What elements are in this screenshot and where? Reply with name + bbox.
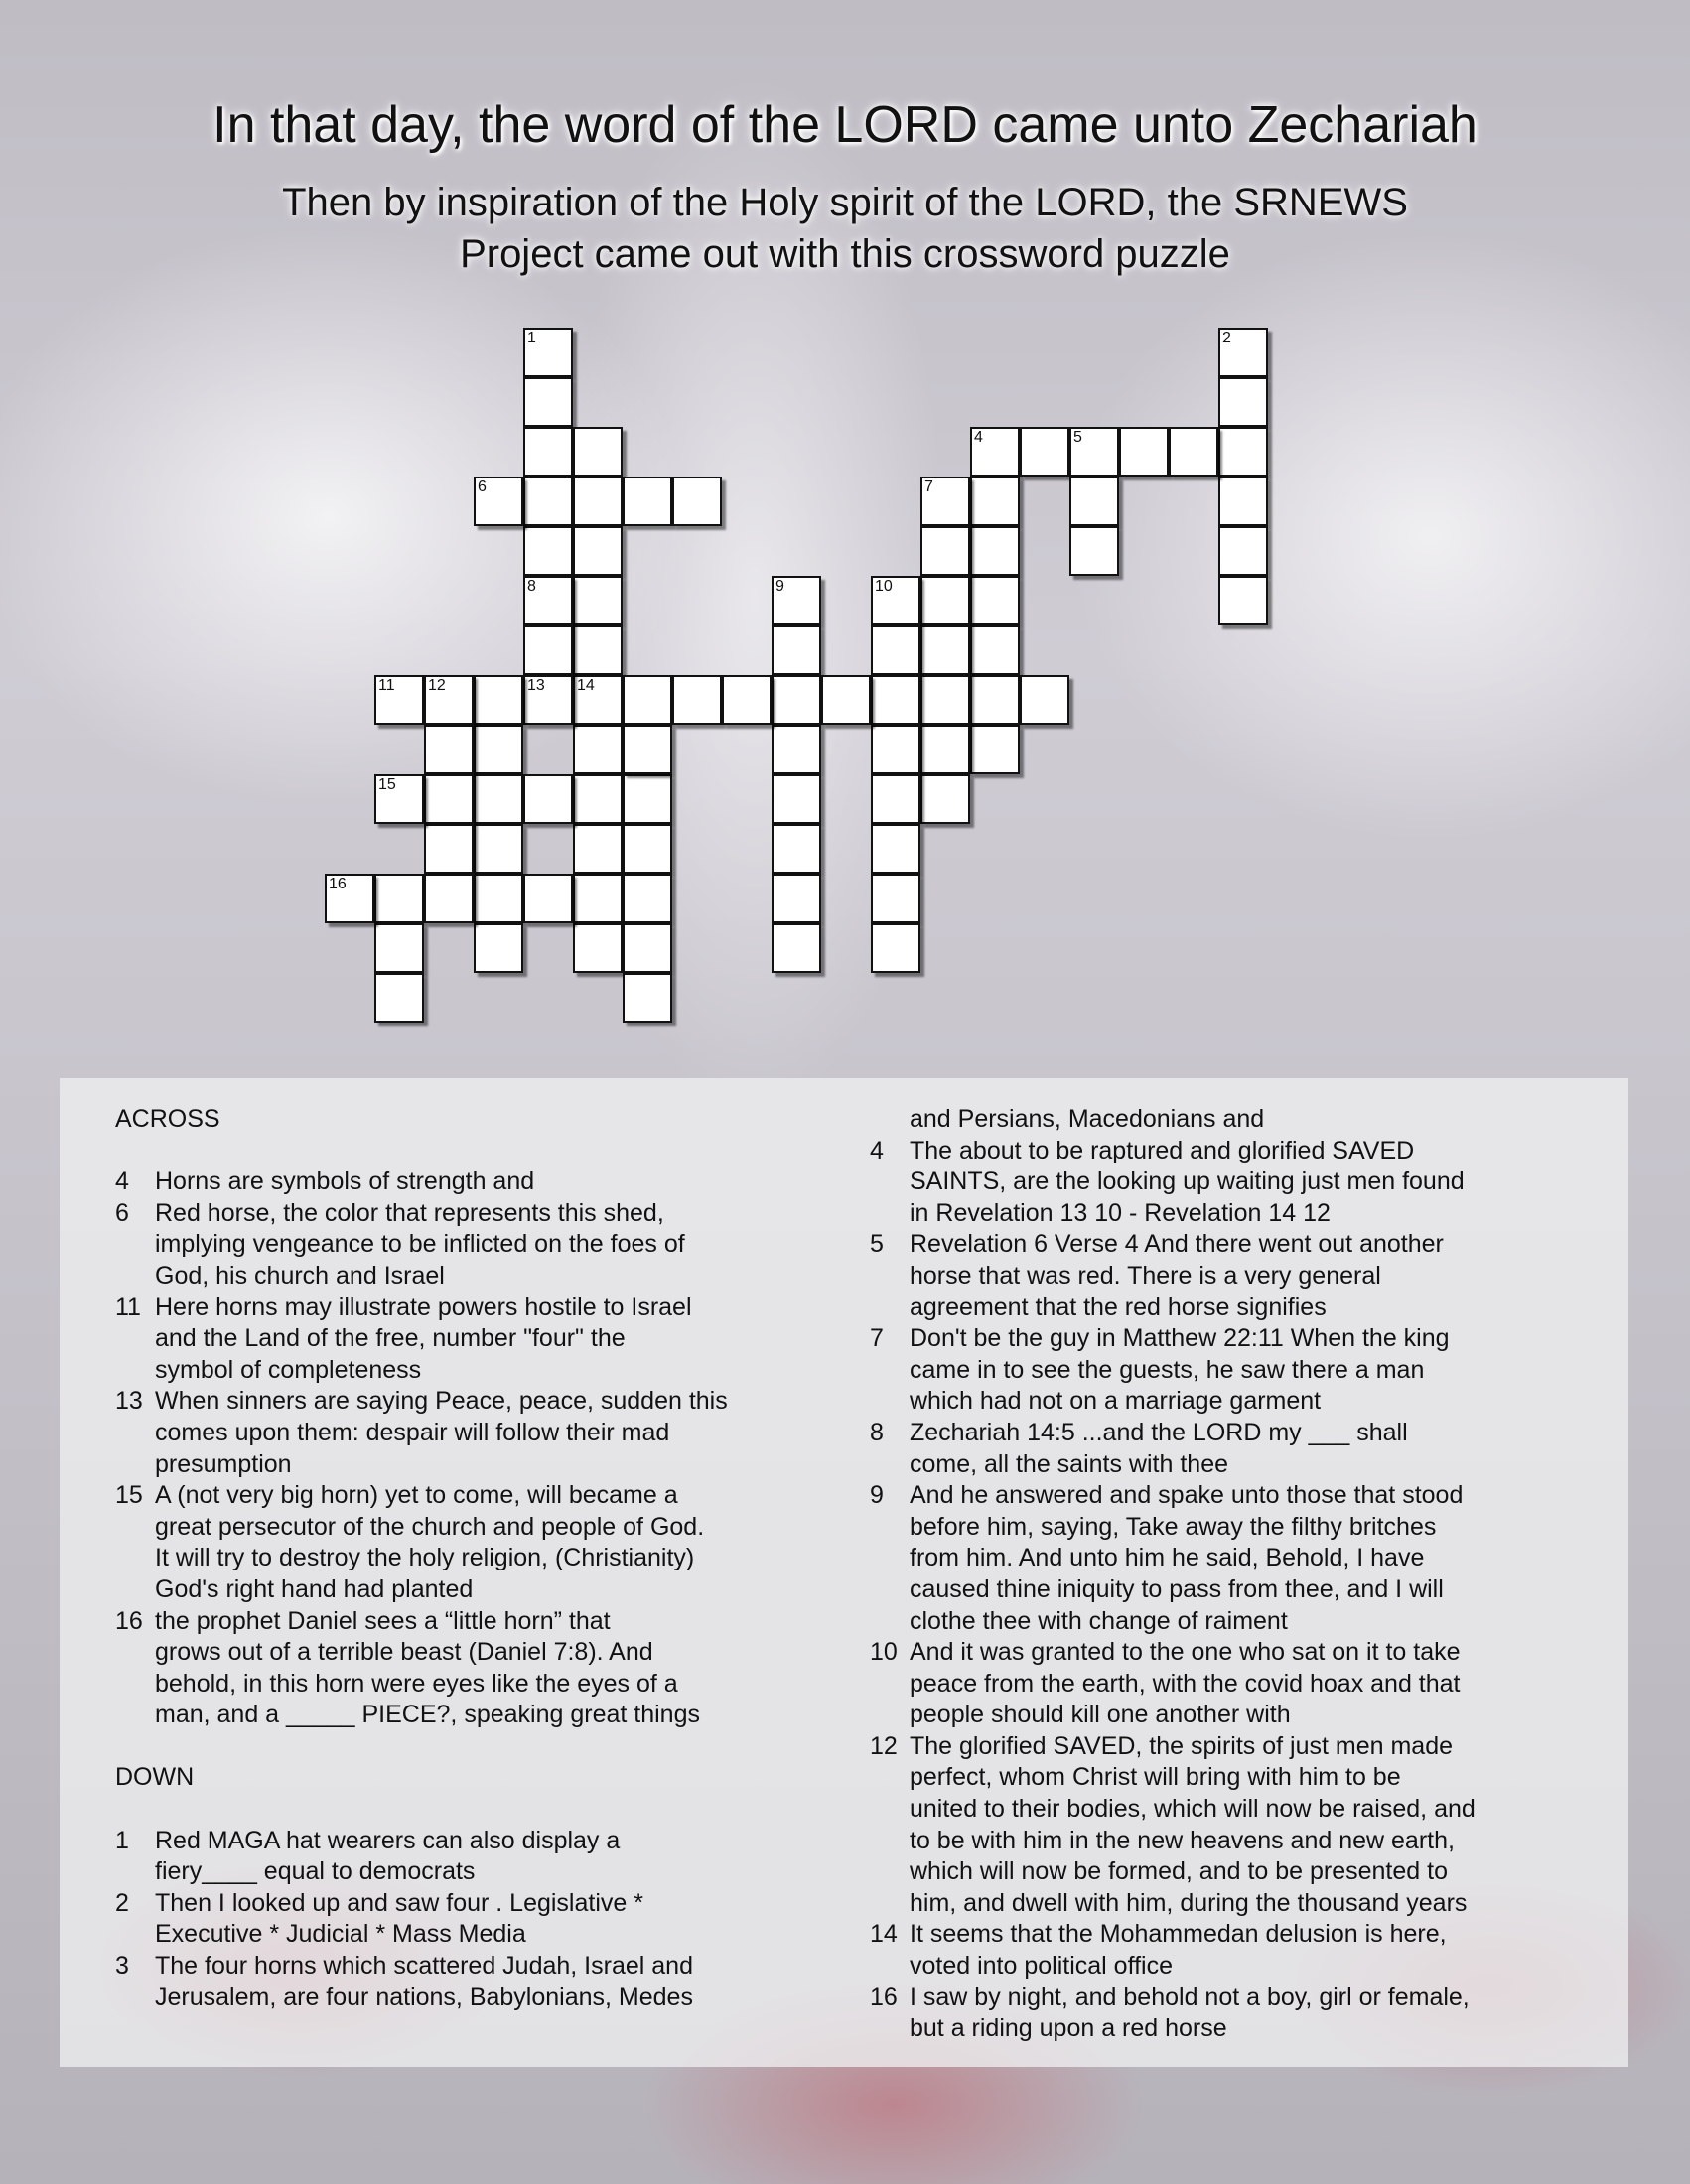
clue-text-line: which will now be formed, and to be presented to bbox=[910, 1857, 1448, 1886]
crossword-cell[interactable] bbox=[523, 377, 573, 427]
clue-text-line: Horns are symbols of strength and bbox=[155, 1167, 535, 1196]
crossword-cell[interactable] bbox=[523, 874, 573, 923]
clue-text-line: And he answered and spake unto those that stood bbox=[910, 1481, 1464, 1510]
clue-text-line: voted into political office bbox=[910, 1952, 1173, 1980]
clue-text-line: implying vengeance to be inflicted on the foes of bbox=[155, 1230, 685, 1259]
down-clue-5 bbox=[870, 1229, 1585, 1323]
crossword-cell[interactable] bbox=[474, 675, 523, 725]
crossword-cell[interactable] bbox=[1218, 377, 1268, 427]
clue-text-line: to be with him in the new heavens and new earth, bbox=[910, 1826, 1455, 1854]
crossword-cell[interactable] bbox=[623, 874, 672, 923]
crossword-cell[interactable] bbox=[970, 526, 1020, 576]
clue-number: 2 bbox=[1222, 330, 1231, 346]
crossword-cell[interactable] bbox=[523, 625, 573, 675]
clue-number-label: 12 bbox=[870, 1731, 898, 1760]
crossword-cell[interactable] bbox=[623, 973, 672, 1023]
crossword-cell[interactable] bbox=[623, 824, 672, 874]
crossword-cell[interactable] bbox=[772, 675, 821, 725]
clue-number: 1 bbox=[527, 330, 536, 346]
crossword-cell[interactable] bbox=[772, 774, 821, 824]
clue-number: 7 bbox=[924, 478, 933, 495]
down-clue-continuation: and Persians, Macedonians and bbox=[910, 1105, 1265, 1133]
clue-number-label: 8 bbox=[870, 1418, 884, 1446]
crossword-cell[interactable] bbox=[920, 477, 970, 526]
clue-text-line: clothe thee with change of raiment bbox=[910, 1606, 1288, 1635]
across-clue-4 bbox=[115, 1166, 830, 1198]
clue-number: 15 bbox=[378, 776, 396, 793]
crossword-cell[interactable] bbox=[374, 973, 424, 1023]
clue-text-line: which had not on a marriage garment bbox=[910, 1387, 1322, 1416]
clue-text-line: man, and a _____ PIECE?, speaking great things bbox=[155, 1701, 700, 1729]
crossword-cell[interactable] bbox=[424, 874, 474, 923]
across-heading: ACROSS bbox=[115, 1105, 220, 1133]
clue-number-label: 5 bbox=[870, 1230, 884, 1259]
clue-text-line: It will try to destroy the holy religion, (Christianity) bbox=[155, 1544, 695, 1572]
clue-text-line: before him, saying, Take away the filthy britches bbox=[910, 1512, 1437, 1541]
clue-number: 16 bbox=[329, 876, 347, 892]
crossword-cell[interactable] bbox=[970, 725, 1020, 774]
crossword-cell[interactable] bbox=[573, 526, 623, 576]
clue-text-line: The about to be raptured and glorified SAVED bbox=[910, 1136, 1415, 1164]
crossword-cell[interactable] bbox=[1218, 427, 1268, 477]
clue-text-line: and the Land of the free, number "four" the bbox=[155, 1324, 626, 1353]
clue-number: 11 bbox=[378, 677, 395, 694]
crossword-cell[interactable] bbox=[871, 625, 920, 675]
clue-text-line: comes upon them: despair will follow their mad bbox=[155, 1418, 670, 1446]
clue-text-line: peace from the earth, with the covid hoax and that bbox=[910, 1669, 1461, 1698]
clue-text-line: from him. And unto him he said, Behold, I have bbox=[910, 1544, 1425, 1572]
crossword-cell[interactable] bbox=[1218, 328, 1268, 377]
clue-text-line: perfect, whom Christ will bring with him to be bbox=[910, 1763, 1401, 1792]
clue-text-line: Zechariah 14:5 ...and the LORD my ___ shall bbox=[910, 1418, 1408, 1446]
crossword-cell[interactable] bbox=[573, 427, 623, 477]
crossword-cell[interactable] bbox=[523, 675, 573, 725]
across-clue-16 bbox=[115, 1606, 830, 1731]
down-clue-3 bbox=[115, 1951, 830, 2013]
clue-text-line: Then I looked up and saw four . Legislative * bbox=[155, 1888, 643, 1917]
crossword-cell[interactable] bbox=[523, 774, 573, 824]
clues-right-column bbox=[870, 1104, 1585, 2045]
clue-text-line: people should kill one another with bbox=[910, 1701, 1291, 1729]
across-clue-15 bbox=[115, 1480, 830, 1605]
clues-left-column bbox=[115, 1104, 830, 2013]
crossword-cell[interactable] bbox=[374, 874, 424, 923]
crossword-cell[interactable] bbox=[871, 923, 920, 973]
clue-number: 13 bbox=[527, 677, 545, 694]
crossword-cell[interactable] bbox=[573, 576, 623, 625]
crossword-cell[interactable] bbox=[523, 477, 573, 526]
crossword-cell[interactable] bbox=[474, 774, 523, 824]
down-clue-2 bbox=[115, 1888, 830, 1951]
clue-text-line: presumption bbox=[155, 1449, 292, 1478]
across-clue-13 bbox=[115, 1386, 830, 1480]
clue-number-label: 10 bbox=[870, 1638, 898, 1667]
crossword-cell[interactable] bbox=[722, 675, 772, 725]
clue-number-label: 14 bbox=[870, 1920, 898, 1949]
crossword-cell[interactable] bbox=[1218, 526, 1268, 576]
clue-number-label: 4 bbox=[870, 1136, 884, 1164]
crossword-cell[interactable] bbox=[523, 526, 573, 576]
clue-text-line: symbol of completeness bbox=[155, 1355, 422, 1384]
crossword-cell[interactable] bbox=[821, 675, 871, 725]
clue-text-line: came in to see the guests, he saw there a man bbox=[910, 1355, 1425, 1384]
clue-text-line: caused thine iniquity to pass from thee, and I will bbox=[910, 1574, 1444, 1603]
crossword-cell[interactable] bbox=[772, 874, 821, 923]
crossword-cell[interactable] bbox=[573, 477, 623, 526]
crossword-cell[interactable] bbox=[523, 576, 573, 625]
down-clue-7 bbox=[870, 1323, 1585, 1418]
clue-text-line: the prophet Daniel sees a “little horn” that bbox=[155, 1606, 611, 1635]
clue-number: 8 bbox=[527, 578, 536, 595]
crossword-cell[interactable] bbox=[573, 625, 623, 675]
crossword-cell[interactable] bbox=[1069, 526, 1119, 576]
crossword-cell[interactable] bbox=[871, 824, 920, 874]
crossword-cell[interactable] bbox=[573, 774, 623, 824]
clue-text-line: Jerusalem, are four nations, Babylonians, Medes bbox=[155, 1982, 693, 2011]
crossword-cell[interactable] bbox=[772, 725, 821, 774]
subtitle-line-2: Project came out with this crossword puzzle bbox=[460, 232, 1230, 276]
down-clue-12 bbox=[870, 1731, 1585, 1920]
clue-text-line: Executive * Judicial * Mass Media bbox=[155, 1920, 526, 1949]
clue-text-line: The glorified SAVED, the spirits of just men made bbox=[910, 1731, 1453, 1760]
crossword-cell[interactable] bbox=[970, 477, 1020, 526]
crossword-cell[interactable] bbox=[1069, 427, 1119, 477]
crossword-cell[interactable] bbox=[772, 576, 821, 625]
clue-text-line: Don't be the guy in Matthew 22:11 When the king bbox=[910, 1324, 1450, 1353]
clue-number: 6 bbox=[478, 478, 487, 495]
clue-text-line: I saw by night, and behold not a boy, girl or female, bbox=[910, 1982, 1470, 2011]
clue-text-line: come, all the saints with thee bbox=[910, 1449, 1228, 1478]
clue-text-line: A (not very big horn) yet to come, will became a bbox=[155, 1481, 678, 1510]
clue-text-line: And it was granted to the one who sat on it to take bbox=[910, 1638, 1461, 1667]
down-clue-4 bbox=[870, 1136, 1585, 1230]
crossword-cell[interactable] bbox=[474, 477, 523, 526]
crossword-cell[interactable] bbox=[424, 725, 474, 774]
crossword-cell[interactable] bbox=[623, 923, 672, 973]
crossword-cell[interactable] bbox=[424, 675, 474, 725]
crossword-cell[interactable] bbox=[920, 526, 970, 576]
clues-panel bbox=[60, 1078, 1628, 2067]
crossword-cell[interactable] bbox=[871, 774, 920, 824]
down-clue-1 bbox=[115, 1826, 830, 1888]
crossword-cell[interactable] bbox=[871, 874, 920, 923]
down-clue-16 bbox=[870, 1982, 1585, 2045]
clue-text-line: SAINTS, are the looking up waiting just men found bbox=[910, 1167, 1465, 1196]
crossword-cell[interactable] bbox=[474, 725, 523, 774]
crossword-cell[interactable] bbox=[920, 625, 970, 675]
crossword-cell[interactable] bbox=[772, 923, 821, 973]
clue-text-line: Revelation 6 Verse 4 And there went out another bbox=[910, 1230, 1444, 1259]
crossword-cell[interactable] bbox=[970, 427, 1020, 477]
crossword-cell[interactable] bbox=[474, 874, 523, 923]
crossword-cell[interactable] bbox=[474, 923, 523, 973]
crossword-cell[interactable] bbox=[573, 874, 623, 923]
clue-number: 12 bbox=[428, 677, 446, 694]
clue-number-label: 1 bbox=[115, 1826, 129, 1854]
clue-text-line: but a riding upon a red horse bbox=[910, 2014, 1227, 2043]
clue-number: 4 bbox=[974, 429, 983, 446]
crossword-cell[interactable] bbox=[573, 824, 623, 874]
crossword-cell[interactable] bbox=[374, 923, 424, 973]
clue-text-line: God, his church and Israel bbox=[155, 1261, 445, 1290]
crossword-cell[interactable] bbox=[672, 675, 722, 725]
clue-number-label: 4 bbox=[115, 1167, 129, 1196]
clue-number-label: 11 bbox=[115, 1293, 141, 1321]
clue-number-label: 16 bbox=[870, 1982, 898, 2011]
crossword-cell[interactable] bbox=[1169, 427, 1218, 477]
clue-number: 5 bbox=[1073, 429, 1082, 446]
clue-number-label: 16 bbox=[115, 1606, 143, 1635]
clue-number: 10 bbox=[875, 578, 893, 595]
clue-number-label: 2 bbox=[115, 1888, 129, 1917]
down-heading: DOWN bbox=[115, 1763, 195, 1792]
crossword-cell[interactable] bbox=[672, 477, 722, 526]
crossword-cell[interactable] bbox=[523, 427, 573, 477]
clue-text-line: horse that was red. There is a very general bbox=[910, 1261, 1381, 1290]
clue-text-line: When sinners are saying Peace, peace, sudden this bbox=[155, 1387, 728, 1416]
clue-text-line: Here horns may illustrate powers hostile to Israel bbox=[155, 1293, 692, 1321]
clue-text-line: behold, in this horn were eyes like the eyes of a bbox=[155, 1669, 678, 1698]
clue-number-label: 6 bbox=[115, 1198, 129, 1227]
crossword-cell[interactable] bbox=[1020, 675, 1069, 725]
clue-text-line: agreement that the red horse signifies bbox=[910, 1293, 1327, 1321]
clue-number-label: 9 bbox=[870, 1481, 884, 1510]
crossword-cell[interactable] bbox=[871, 725, 920, 774]
down-clue-list-right bbox=[870, 1136, 1585, 2045]
down-clue-list-left bbox=[115, 1826, 830, 2014]
down-clue-9 bbox=[870, 1480, 1585, 1637]
crossword-cell[interactable] bbox=[623, 774, 672, 824]
crossword-cell[interactable] bbox=[573, 923, 623, 973]
clue-number-label: 7 bbox=[870, 1324, 884, 1353]
crossword-cell[interactable] bbox=[623, 675, 672, 725]
clue-number: 9 bbox=[775, 578, 784, 595]
clue-text-line: grows out of a terrible beast (Daniel 7:8). And bbox=[155, 1638, 653, 1667]
crossword-cell[interactable] bbox=[523, 328, 573, 377]
crossword-cell[interactable] bbox=[920, 725, 970, 774]
crossword-cell[interactable] bbox=[325, 874, 374, 923]
clue-text-line: Red horse, the color that represents this shed, bbox=[155, 1198, 664, 1227]
clue-number: 14 bbox=[577, 677, 595, 694]
crossword-cell[interactable] bbox=[1218, 477, 1268, 526]
subtitle-line-1: Then by inspiration of the Holy spirit of the LORD, the SRNEWS bbox=[282, 181, 1408, 224]
down-clue-8 bbox=[870, 1418, 1585, 1480]
crossword-cell[interactable] bbox=[1218, 576, 1268, 625]
down-clue-14 bbox=[870, 1919, 1585, 1981]
clue-number-label: 13 bbox=[115, 1387, 143, 1416]
crossword-cell[interactable] bbox=[970, 625, 1020, 675]
clue-number-label: 3 bbox=[115, 1952, 129, 1980]
across-clue-6 bbox=[115, 1198, 830, 1293]
crossword-cell[interactable] bbox=[424, 774, 474, 824]
clue-text-line: Red MAGA hat wearers can also display a bbox=[155, 1826, 621, 1854]
crossword-grid bbox=[0, 0, 1690, 1052]
clue-text-line: great persecutor of the church and people of God. bbox=[155, 1512, 705, 1541]
crossword-cell[interactable] bbox=[623, 725, 672, 774]
crossword-cell[interactable] bbox=[871, 675, 920, 725]
crossword-cell[interactable] bbox=[871, 576, 920, 625]
crossword-cell[interactable] bbox=[772, 824, 821, 874]
crossword-cell[interactable] bbox=[920, 576, 970, 625]
clue-text-line: in Revelation 13 10 - Revelation 14 12 bbox=[910, 1198, 1331, 1227]
down-clue-10 bbox=[870, 1637, 1585, 1731]
crossword-cell[interactable] bbox=[1119, 427, 1169, 477]
crossword-cell[interactable] bbox=[573, 725, 623, 774]
crossword-cell[interactable] bbox=[424, 824, 474, 874]
crossword-cell[interactable] bbox=[623, 477, 672, 526]
crossword-cell[interactable] bbox=[920, 774, 970, 824]
crossword-cell[interactable] bbox=[374, 774, 424, 824]
crossword-cell[interactable] bbox=[772, 625, 821, 675]
crossword-cell[interactable] bbox=[1020, 427, 1069, 477]
crossword-cell[interactable] bbox=[970, 675, 1020, 725]
across-clue-11 bbox=[115, 1293, 830, 1387]
crossword-cell[interactable] bbox=[474, 824, 523, 874]
crossword-cell[interactable] bbox=[920, 675, 970, 725]
crossword-cell[interactable] bbox=[374, 675, 424, 725]
crossword-cell[interactable] bbox=[1069, 477, 1119, 526]
clue-text-line: It seems that the Mohammedan delusion is here, bbox=[910, 1920, 1447, 1949]
page-title: In that day, the word of the LORD came unto Zechariah bbox=[212, 96, 1478, 154]
clue-text-line: united to their bodies, which will now be raised, and bbox=[910, 1795, 1476, 1824]
clue-text-line: The four horns which scattered Judah, Israel and bbox=[155, 1952, 693, 1980]
crossword-cell[interactable] bbox=[573, 675, 623, 725]
clue-text-line: God's right hand had planted bbox=[155, 1574, 474, 1603]
crossword-cell[interactable] bbox=[970, 576, 1020, 625]
clue-text-line: him, and dwell with him, during the thousand years bbox=[910, 1888, 1468, 1917]
clue-text-line: fiery____ equal to democrats bbox=[155, 1857, 476, 1886]
clue-number-label: 15 bbox=[115, 1481, 143, 1510]
across-clue-list bbox=[115, 1166, 830, 1731]
